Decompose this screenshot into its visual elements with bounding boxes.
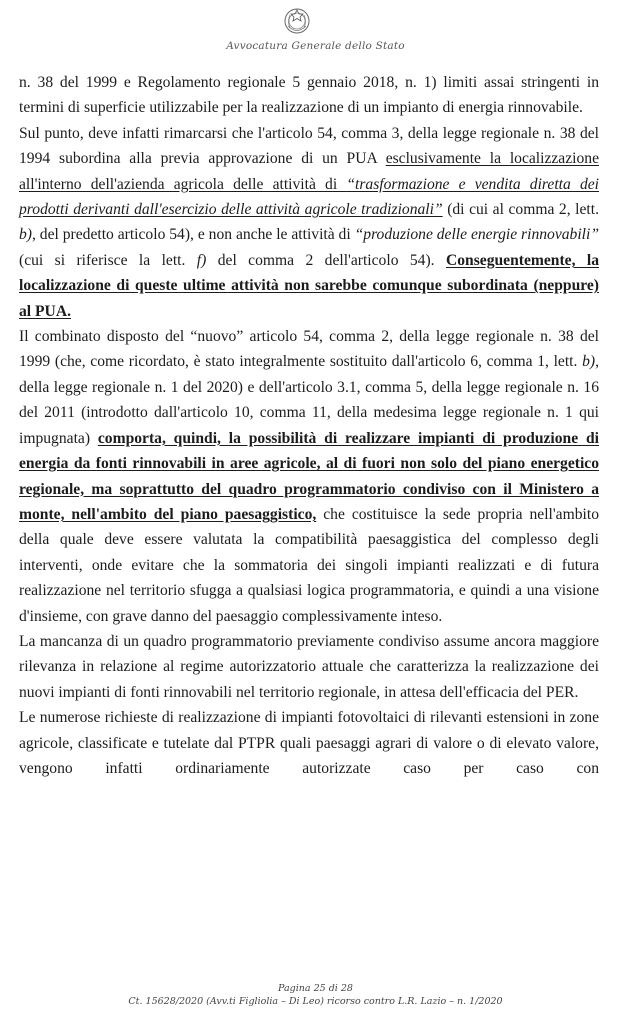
p2-text-d: (di cui al comma 2, lett. xyxy=(442,201,599,219)
paragraph-2 xyxy=(19,121,599,324)
p2-text-b: esclusivamente la localizzazione all'interno dell'azienda agricola delle attività di xyxy=(19,150,599,193)
p2-text-h: (cui si riferisce la lett. xyxy=(19,251,197,269)
header-title: Avvocatura Generale dello Stato xyxy=(226,40,405,52)
paragraph-1: n. 38 del 1999 e Regolamento regionale 5 gennaio 2018, n. 1) limiti assai stringenti in termini di superficie utilizzabile per la realizzazione di un impianto di energia rinnovabile. xyxy=(19,74,599,117)
p2-text-f: , del predetto articolo 54), e non anche le attività di xyxy=(32,226,355,244)
p2-text-i: f) xyxy=(196,251,207,269)
document-body xyxy=(19,70,599,781)
p3-text-b: b) xyxy=(582,353,596,371)
page-footer xyxy=(0,982,631,1008)
page-number: Pagina 25 di 28 xyxy=(278,983,353,994)
p3-text-a: Il combinato disposto del “nuovo” articolo 54, comma 2, della legge regionale n. 38 del 1999 (che, come ricordato, è stato integralmente sostituito dall'articolo 6, comma 1, lett. xyxy=(19,328,599,371)
paragraph-4: La mancanza di un quadro programmatorio previamente condiviso assume ancora maggiore rilevanza in relazione al regime autorizzatorio attuale che caratterizza la realizzazione dei nuovi impianti di fonti rinnovabili nel territorio regionale, in attesa dell'efficacia del PER. xyxy=(19,632,599,701)
paragraph-3 xyxy=(19,324,599,629)
p2-text-j: del comma 2 dell'articolo 54). xyxy=(206,251,446,269)
paragraph-5: Le numerose richieste di realizzazione di impianti fotovoltaici di rilevanti estensioni in zone agricole, classificate e tutelate dal PTPR quali paesaggi agrari di valore o di elevato valore, vengono infatti ordinariamente autorizzate caso per caso con xyxy=(19,709,599,777)
case-reference: Ct. 15628/2020 (Avv.ti Figliolia – Di Leo) ricorso contro L.R. Lazio – n. 1/2020 xyxy=(128,996,503,1007)
p2-text-a: Sul punto, deve infatti rimarcarsi che l'articolo 54, comma 3, della legge regionale n. 38 del 1994 subordina alla previa approvazione di un PUA xyxy=(19,124,599,168)
p2-quote-1: “trasformazione e vendita diretta dei prodotti derivanti dall'esercizio delle attività agricole tradizionali” xyxy=(19,175,600,219)
p2-bold-conclusion: Conseguentemente, la localizzazione di queste ultime attività non sarebbe comunque subordinata (neppure) al PUA. xyxy=(19,251,599,320)
p2-quote-2: “produzione delle energie rinnovabili” xyxy=(354,226,600,244)
p2-text-e: b) xyxy=(19,226,32,244)
p3-text-e: che costituisce la sede propria nell'ambito della quale deve essere valutata la compatibilità paesaggistica del complesso degli interventi, onde evitare che la sommatoria dei singoli impianti realizzati e di futura realizzazione nel territorio sfugga a qualsiasi logica programmatoria, e quindi a una visione d'insieme, con grave danno del paesaggio complessivamente inteso. xyxy=(19,505,599,625)
emblem-icon xyxy=(282,4,312,38)
p3-text-c: , della legge regionale n. 1 del 2020) e dell'articolo 3.1, comma 5, della legge regionale n. 16 del 2011 (introdotto dall'articolo 10, comma 11, della medesima legge regionale n. 1 qui impugnata) xyxy=(19,353,599,447)
p3-bold-conclusion: comporta, quindi, la possibilità di realizzare impianti di produzione di energia da fonti rinnovabili in aree agricole, al di fuori non solo del piano energetico regionale, ma soprattutto del quadro programmatorio condiviso con il Ministero a monte, nell'ambito del piano paesaggistico, xyxy=(19,429,599,523)
